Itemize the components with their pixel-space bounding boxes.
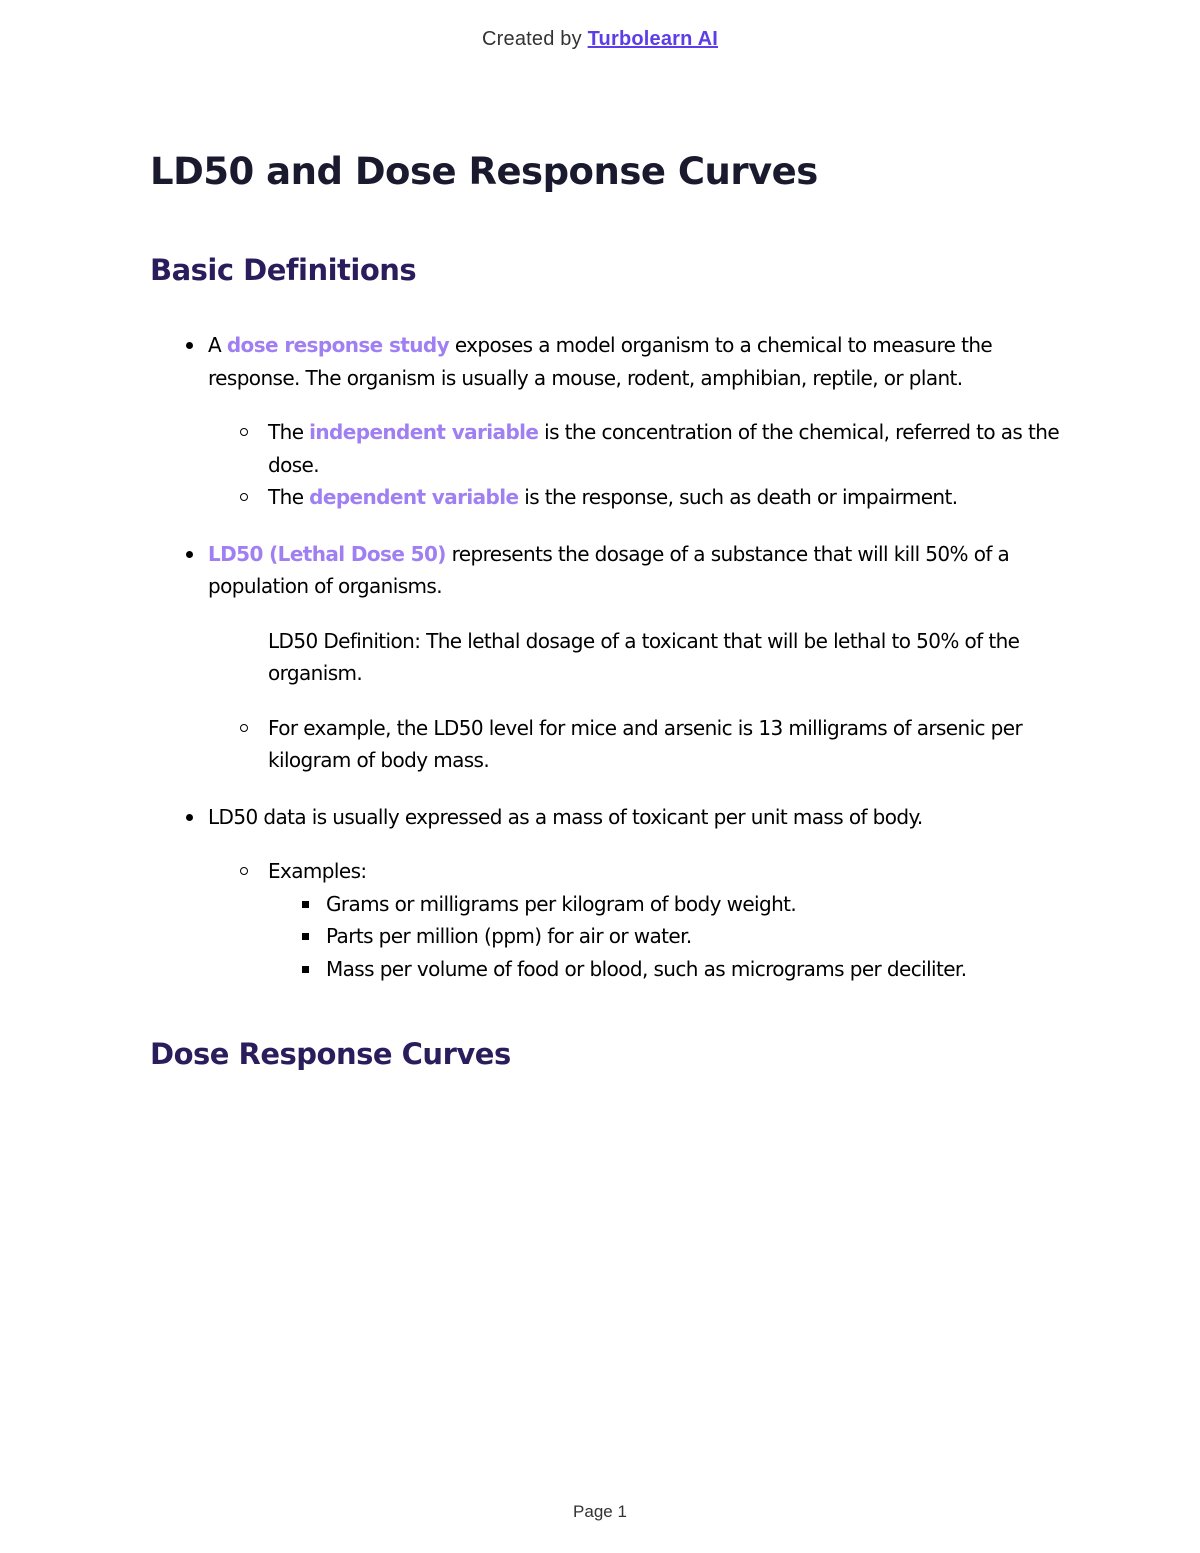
page-title: LD50 and Dose Response Curves [150, 150, 818, 193]
item-text: A [208, 333, 227, 357]
units-sublist [208, 855, 1060, 985]
item-text: exposes a model organism to a chemical to measure the response. The organism is usually a mouse, rodent, amphibian, reptile, or plant. [208, 333, 993, 390]
ld50-definition: LD50 Definition: The lethal dosage of a toxicant that will be lethal to 50% of the organism. [268, 628, 1020, 685]
list-item-ld50 [150, 538, 1060, 777]
section-heading-dose-response-curves: Dose Response Curves [150, 1037, 511, 1071]
term-independent-variable: independent variable [309, 420, 539, 444]
page-number: Page 1 [573, 1502, 627, 1521]
item-text: Examples: [268, 859, 367, 883]
example-item: Mass per volume of food or blood, such as micrograms per deciliter. [268, 953, 1060, 986]
header-prefix: Created by [482, 28, 582, 50]
list-item-dependent-variable [208, 481, 1060, 514]
item-text: The [268, 485, 310, 509]
page-header [0, 28, 1200, 51]
document-body [150, 150, 1060, 1071]
term-ld50: LD50 (Lethal Dose 50) [208, 541, 446, 566]
term-dependent-variable: dependent variable [309, 485, 519, 509]
turbolearn-link[interactable]: Turbolearn AI [587, 28, 718, 50]
ld50-sublist [208, 712, 1060, 777]
item-text: represents the dosage of a substance that will kill 50% of a population of organisms. [208, 541, 1010, 598]
definitions-list [150, 329, 1060, 985]
list-item-dose-response-study [150, 329, 1060, 514]
section-heading-basic-definitions: Basic Definitions [150, 253, 417, 287]
list-item-examples [208, 855, 1060, 985]
item-text: LD50 data is usually expressed as a mass of toxicant per unit mass of body. [208, 804, 923, 829]
item-text: The [268, 420, 310, 444]
example-item: Grams or milligrams per kilogram of body weight. [268, 888, 1060, 921]
item-text: is the concentration of the chemical, referred to as the dose. [268, 420, 1060, 477]
variables-sublist [208, 416, 1060, 514]
list-item-independent-variable [208, 416, 1060, 481]
example-item: Parts per million (ppm) for air or water. [268, 920, 1060, 953]
item-text: is the response, such as death or impairment. [518, 485, 958, 509]
examples-list [268, 888, 1060, 986]
list-item-ld50-units [150, 801, 1060, 986]
term-dose-response-study: dose response study [226, 333, 450, 357]
list-item-arsenic-example: For example, the LD50 level for mice and arsenic is 13 milligrams of arsenic per kilogram of body mass. [208, 712, 1060, 777]
